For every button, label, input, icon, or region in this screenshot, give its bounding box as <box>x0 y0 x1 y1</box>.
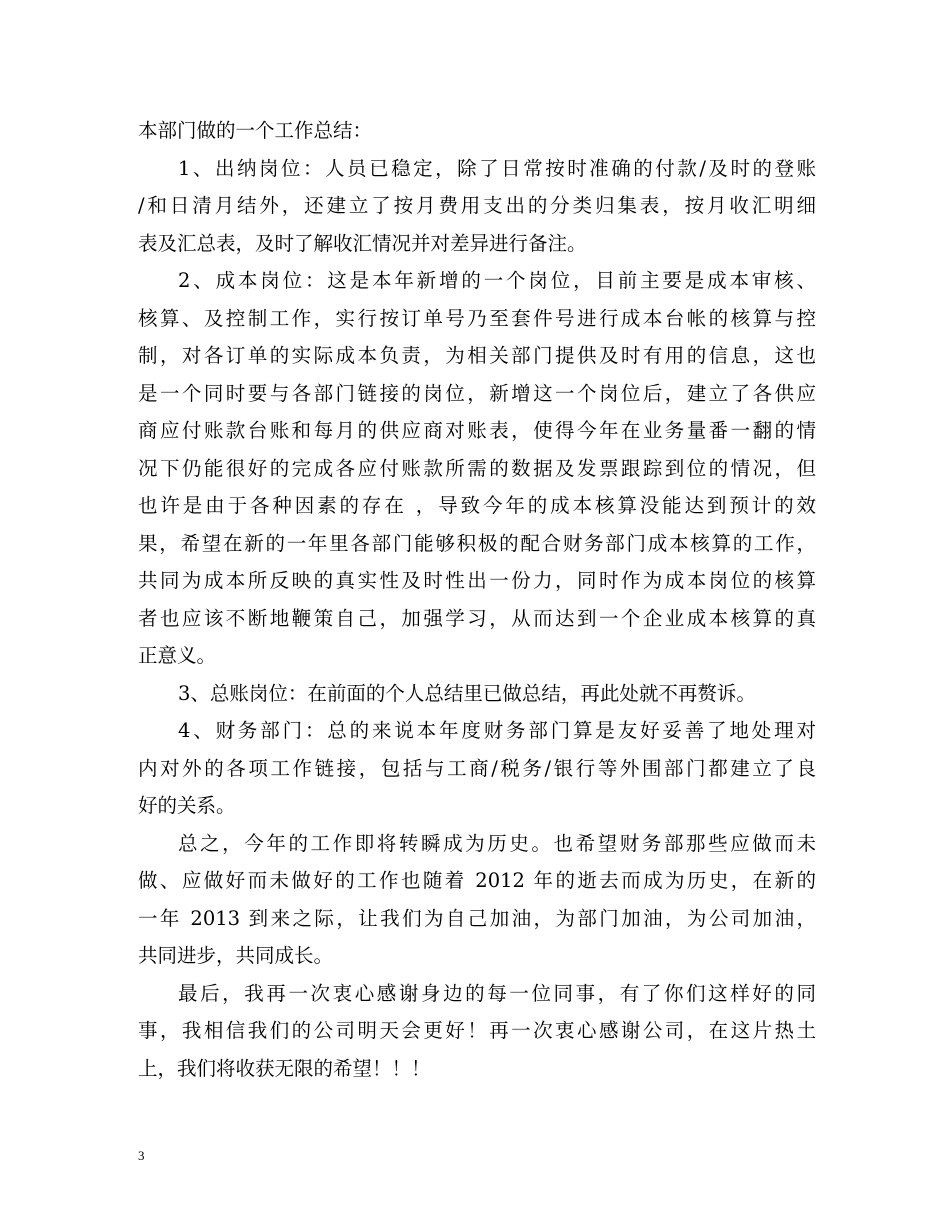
paragraph-cashier-line: 1、出纳岗位：人员已稳定，除了日常按时准确的付款/及时的登账 <box>178 156 816 180</box>
paragraph-cost-line: 是一个同时要与各部门链接的岗位，新增这一个岗位后，建立了各供应 <box>138 381 816 405</box>
paragraph-closing-line: 上，我们将收获无限的希望！！！ <box>138 1056 431 1080</box>
paragraph-cost-line: 者也应该不断地鞭策自己，加强学习，从而达到一个企业成本核算的真 <box>138 606 816 630</box>
paragraph-summary-line: 一年 2013 到来之际，让我们为自己加油，为部门加油，为公司加油， <box>138 906 816 930</box>
paragraph-cost-line: 况下仍能很好的完成各应付账款所需的数据及发票跟踪到位的情况，但 <box>138 456 816 480</box>
paragraph-cashier-line: /和日清月结外，还建立了按月费用支出的分类归集表，按月收汇明细 <box>138 194 816 217</box>
paragraph-cost-line: 商应付账款台账和每月的供应商对账表，使得今年在业务量番一翻的情 <box>138 419 816 442</box>
text-line: 本部门做的一个工作总结： <box>138 119 373 142</box>
paragraph-cost-line: 制，对各订单的实际成本负责，为相关部门提供及时有用的信息，这也 <box>138 344 816 367</box>
paragraph-finance-line: 好的关系。 <box>138 794 236 817</box>
paragraph-finance-line: 内对外的各项工作链接，包括与工商/税务/银行等外围部门都建立了良 <box>138 756 816 780</box>
paragraph-summary-line: 做、应做好而未做好的工作也随着 2012 年的逝去而成为历史，在新的 <box>138 869 816 892</box>
paragraph-cost-line: 也许是由于各种因素的存在 ，导致今年的成本核算没能达到预计的效 <box>138 494 816 517</box>
paragraph-closing-line: 最后，我再一次衷心感谢身边的每一位同事，有了你们这样好的同 <box>178 981 816 1005</box>
paragraph-finance-line: 4、财务部门：总的来说本年度财务部门算是友好妥善了地处理对 <box>178 719 816 742</box>
page-number: 3 <box>138 1148 145 1163</box>
paragraph-cost-line: 核算、及控制工作，实行按订单号乃至套件号进行成本台帐的核算与控 <box>138 306 816 330</box>
paragraph-cashier-line: 表及汇总表，及时了解收汇情况并对差异进行备注。 <box>138 231 587 255</box>
paragraph-summary-line: 总之，今年的工作即将转瞬成为历史。也希望财务部那些应做而未 <box>178 831 816 855</box>
paragraph-cost-line: 共同为成本所反映的真实性及时性出一份力，同时作为成本岗位的核算 <box>138 569 816 592</box>
paragraph-closing-line: 事，我相信我们的公司明天会更好！再一次衷心感谢公司，在这片热土 <box>138 1019 816 1042</box>
paragraph-cost-line: 果，希望在新的一年里各部门能够积极的配合财务部门成本核算的工作， <box>138 531 816 555</box>
paragraph-cost-line: 2、成本岗位：这是本年新增的一个岗位，目前主要是成本审核、 <box>178 269 816 292</box>
document-body <box>138 112 816 1087</box>
paragraph-summary-line: 共同进步，共同成长。 <box>138 944 334 967</box>
paragraph-cost-line: 正意义。 <box>138 644 217 667</box>
paragraph-ledger-line: 3、总账岗位：在前面的个人总结里已做总结，再此处就不再赘诉。 <box>178 681 756 705</box>
